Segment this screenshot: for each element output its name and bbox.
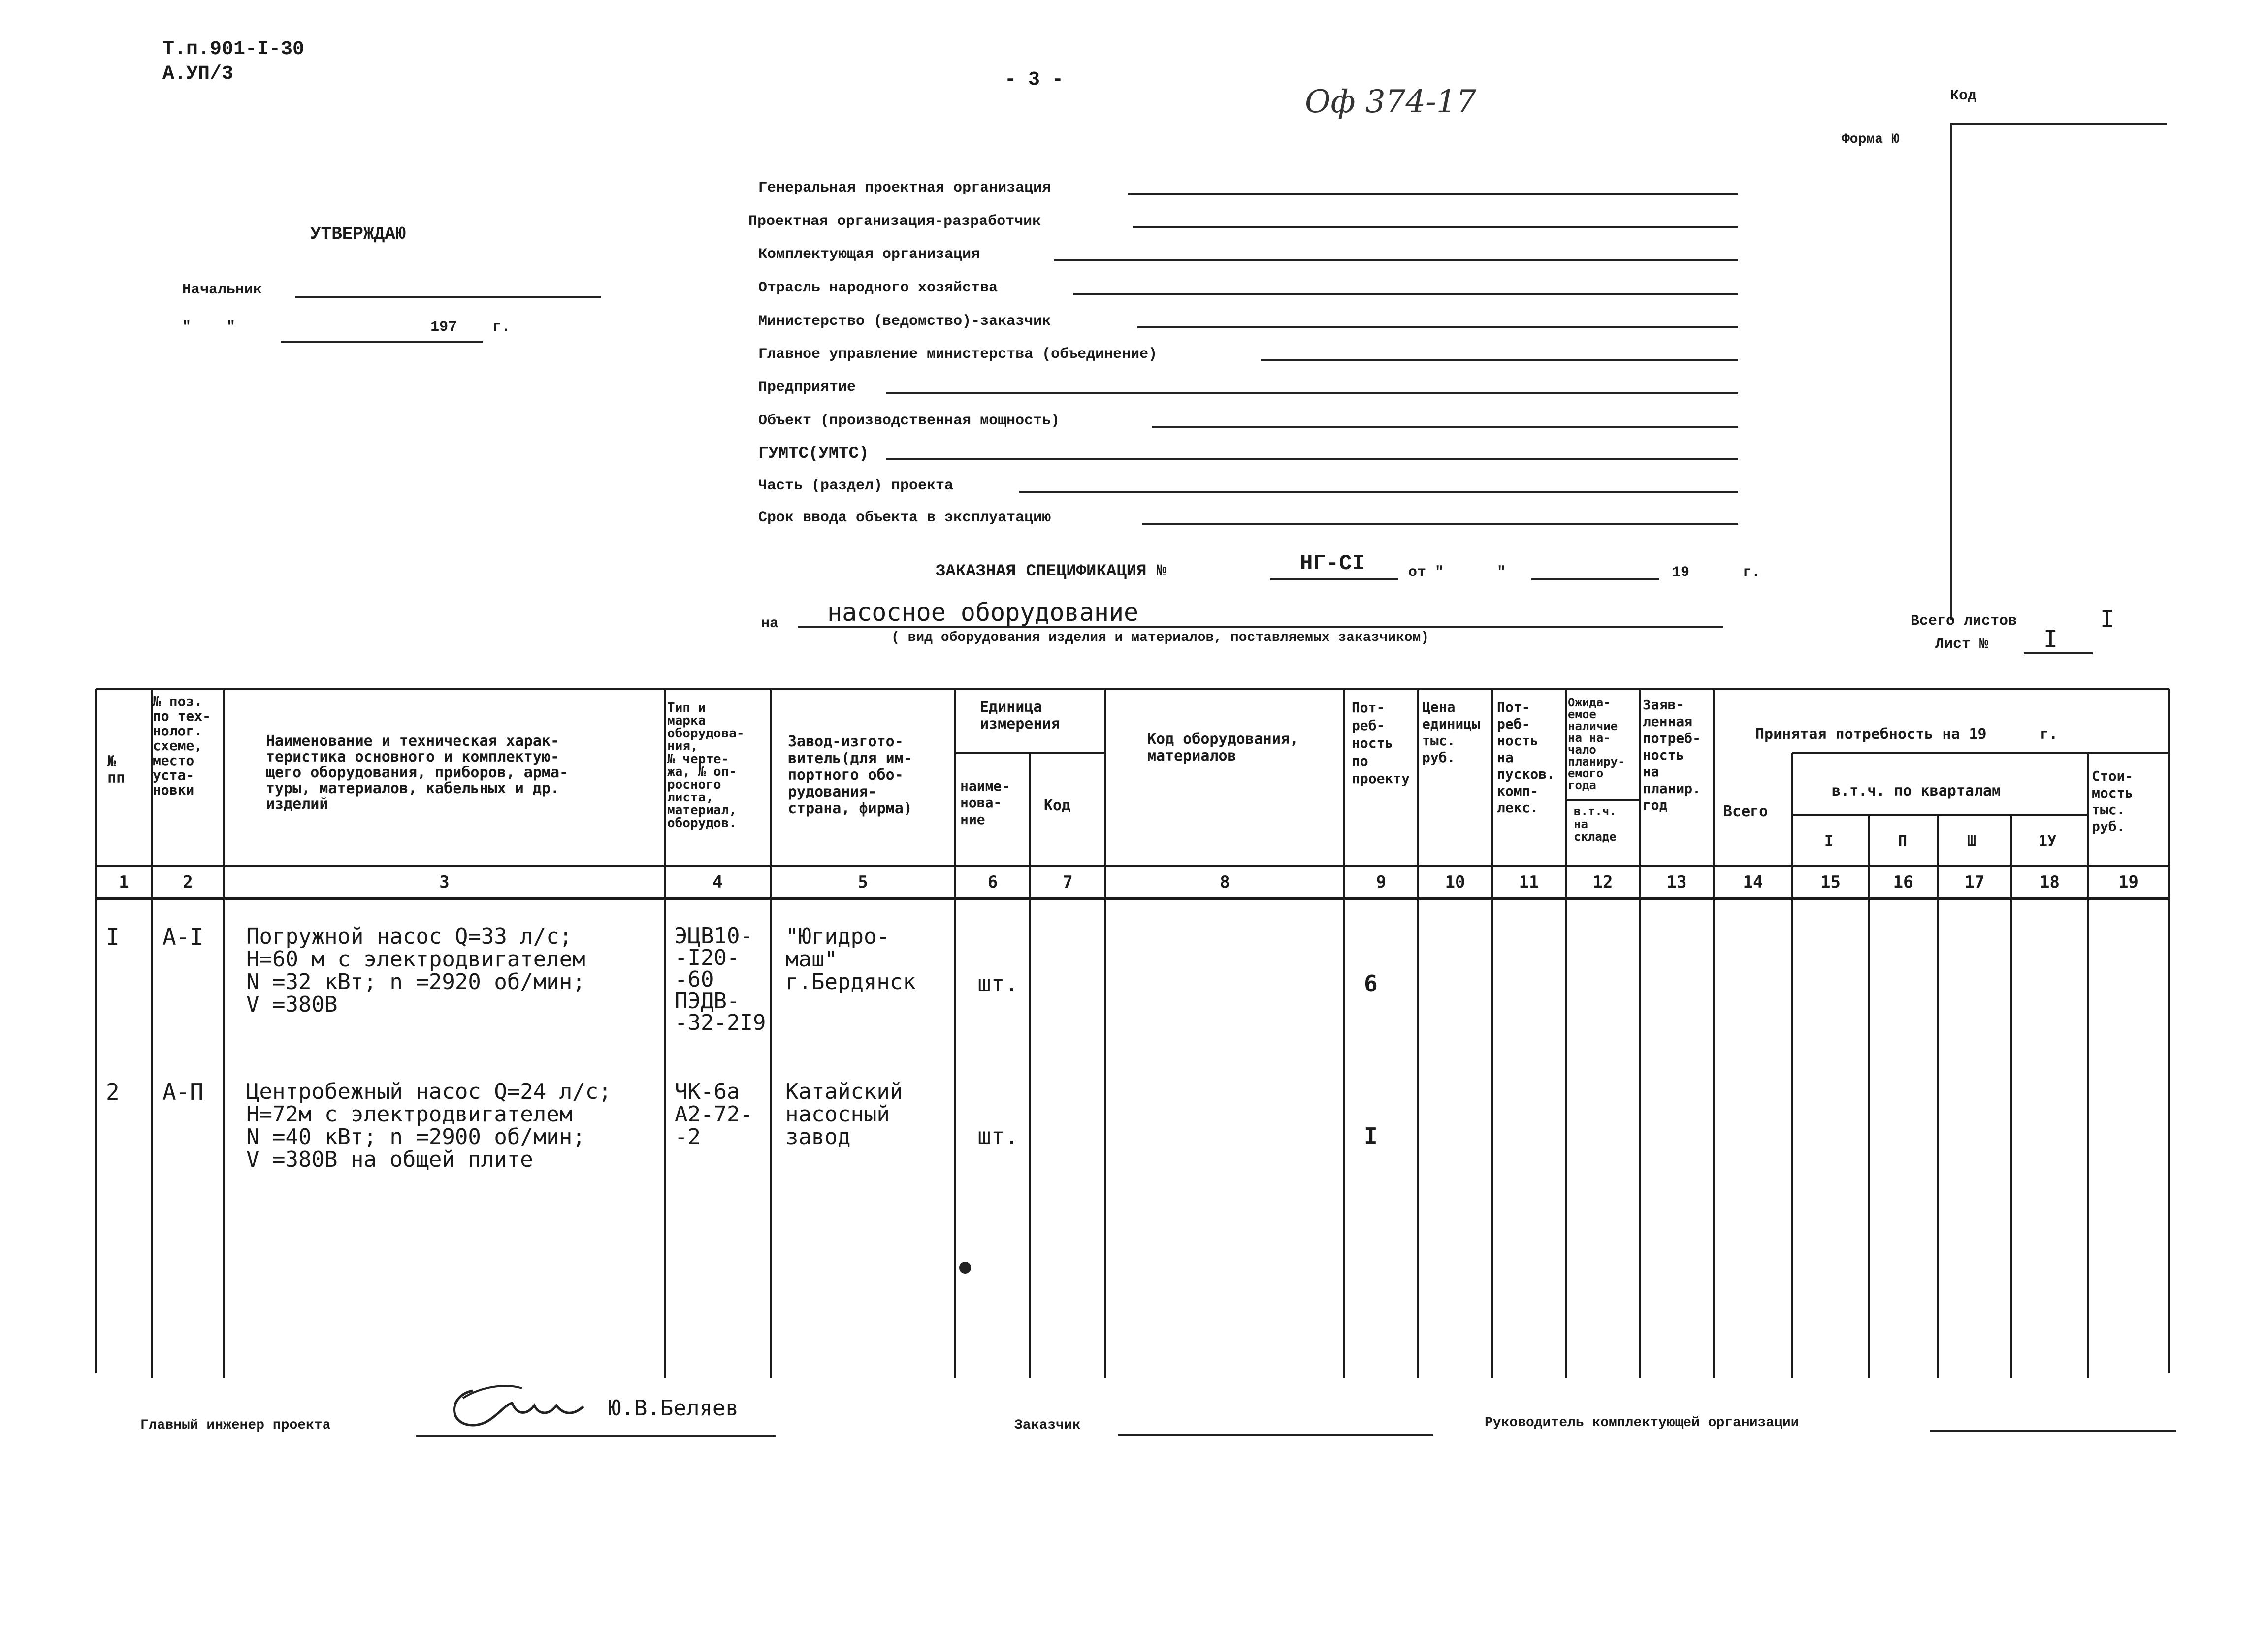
org-field-gumts: ГУМТС(УМТС) (758, 445, 869, 463)
col-header-in-stock: в.т.ч. на складе (1574, 804, 1617, 844)
chief-engineer-name: Ю.В.Беляев (608, 1396, 739, 1421)
column-number: 3 (439, 872, 450, 892)
supplier-head-line (1930, 1430, 2176, 1432)
doc-code: Т.п.901-I-30 (162, 38, 305, 61)
row-maker: Катайский насосный завод (785, 1079, 903, 1149)
spec-subject: насосное оборудование (827, 598, 1139, 627)
col-header-unit: Единица измерения (980, 699, 1060, 733)
column-number: 8 (1220, 872, 1230, 892)
customer-signature-line (1118, 1434, 1433, 1436)
col-header-q2: П (1898, 833, 1908, 850)
col-header-q1: I (1824, 833, 1834, 850)
spec-title: ЗАКАЗНАЯ СПЕЦИФИКАЦИЯ № (936, 562, 1167, 581)
spec-subject-note: ( вид оборудования изделия и материалов, поставляемых заказчиком) (891, 630, 1429, 645)
column-number: 18 (2040, 872, 2060, 892)
col-header-startup-need: Пот- реб- ность на пусков. комп- лекс. (1497, 699, 1555, 816)
col-header-position: № поз. по тех- нолог. схеме, место уста- новки (153, 693, 211, 798)
row-unit: шт. (977, 1123, 1019, 1149)
org-field-supplier: Комплектующая организация (758, 246, 980, 263)
punch-dot (959, 1262, 971, 1274)
sheet-label: Лист № (1935, 636, 1989, 653)
col-header-equipment-code: Код оборудования, материалов (1147, 731, 1299, 765)
col-header-q4: 1У (2039, 833, 2057, 850)
approve-title: УТВЕРЖДАЮ (310, 224, 406, 244)
row-number: I (106, 924, 120, 950)
org-field-general: Генеральная проектная организация (758, 180, 1051, 196)
chief-label: Начальник (182, 282, 262, 298)
col-header-project-need: Пот- реб- ность по проекту (1352, 700, 1410, 787)
column-number: 16 (1893, 872, 1913, 892)
col-header-total: Всего (1723, 803, 1768, 820)
row-type: ЧК-6а А2-72- -2 (675, 1079, 753, 1149)
chief-engineer-line (416, 1435, 776, 1437)
column-number: 13 (1666, 872, 1687, 892)
column-number: 15 (1820, 872, 1841, 892)
column-number: 19 (2118, 872, 2138, 892)
chief-engineer-label: Главный инженер проекта (140, 1418, 331, 1433)
page-number: - 3 - (1004, 69, 1064, 91)
row-position: А-П (162, 1079, 204, 1105)
col-header-name: Наименование и техническая харак- теристика основного и комплектую- щего оборудования, приборов, арма- туры, материалов, кабельных и др. изделий (266, 733, 569, 813)
code-label: Код (1950, 88, 1977, 104)
spec-for-label: на (761, 615, 779, 632)
org-field-enterprise: Предприятие (758, 379, 856, 396)
approve-date: " " 197 г. (182, 319, 511, 336)
col-header-unit-name: наиме- нова- ние (960, 778, 1010, 828)
col-header-maker: Завод-изгото- витель(для им- портного обо- рудования- страна, фирма) (788, 733, 912, 817)
total-sheets-label: Всего листов (1911, 613, 2017, 630)
col-header-q3: Ш (1967, 833, 1976, 850)
org-field-developer: Проектная организация-разработчик (748, 213, 1041, 230)
customer-label: Заказчик (1014, 1418, 1081, 1433)
column-number: 9 (1376, 872, 1387, 892)
col-header-cost: Стои- мость тыс. руб. (2092, 768, 2134, 834)
row-quantity: I (1364, 1123, 1378, 1149)
column-number: 1 (119, 872, 129, 892)
row-type: ЭЦВ10- -I20- -60 ПЭДВ- -32-2I9 (675, 924, 766, 1035)
column-number: 6 (987, 872, 998, 892)
column-number: 4 (713, 872, 723, 892)
spec-date-from: от " " (1408, 564, 1506, 581)
column-number: 17 (1964, 872, 1985, 892)
row-quantity: 6 (1364, 970, 1378, 997)
spec-year: 19 г. (1672, 564, 1761, 581)
chief-engineer-signature (443, 1376, 606, 1435)
col-header-quarters: в.т.ч. по кварталам (1832, 782, 2001, 799)
row-name: Погружной насос Q=33 л/с; Н=60 м с электродвигателем N =32 кВт; n =2920 об/мин; V =380В (246, 924, 585, 1017)
column-number: 11 (1519, 872, 1539, 892)
org-field-commissioning: Срок ввода объекта в эксплуатацию (758, 510, 1051, 526)
row-unit: шт. (977, 970, 1019, 997)
form-label: Форма Ю (1842, 132, 1900, 147)
row-number: 2 (106, 1079, 120, 1105)
org-field-main-department: Главное управление министерства (объединение) (758, 346, 1158, 363)
column-number: 5 (858, 872, 868, 892)
row-name: Центробежный насос Q=24 л/с; Н=72м с электродвигателем N =40 кВт; n =2900 об/мин; V =380В на общей плите (246, 1079, 612, 1172)
column-number: 2 (183, 872, 193, 892)
col-header-type: Тип и марка оборудова- ния, № черте- жа, № оп- росного листа, материал, оборудов. (667, 701, 745, 830)
column-number: 14 (1743, 872, 1763, 892)
spec-number: НГ-СI (1300, 551, 1365, 576)
row-position: А-I (162, 924, 204, 950)
col-header-unit-price: Цена единицы тыс. руб. (1422, 699, 1481, 766)
org-field-object: Объект (производственная мощность) (758, 413, 1060, 429)
total-sheets-value: I (2100, 606, 2114, 633)
row-maker: "Югидро- маш" г.Бердянск (785, 924, 916, 994)
col-header-declared: Заяв- ленная потреб- ность на планир. год (1643, 697, 1701, 813)
org-field-industry: Отрасль народного хозяйства (758, 280, 998, 296)
col-header-unit-code: Код (1044, 797, 1071, 814)
org-field-ministry: Министерство (ведомство)-заказчик (758, 313, 1051, 330)
column-number: 10 (1445, 872, 1465, 892)
col-header-expected: Ожида- емое наличие на на- чало планиру- емого года (1568, 696, 1625, 792)
column-number: 7 (1063, 872, 1073, 892)
supplier-head-label: Руководитель комплектующей организации (1485, 1415, 1799, 1431)
column-number: 12 (1592, 872, 1613, 892)
album-code: А.УП/3 (162, 63, 234, 85)
col-header-no: № пп (107, 753, 126, 787)
handwritten-reference: Оф 374-17 (1305, 84, 1477, 120)
org-field-project-part: Часть (раздел) проекта (758, 478, 954, 494)
col-header-accepted: Принятая потребность на 19 г. (1755, 726, 2058, 743)
sheet-number: I (2043, 625, 2058, 653)
